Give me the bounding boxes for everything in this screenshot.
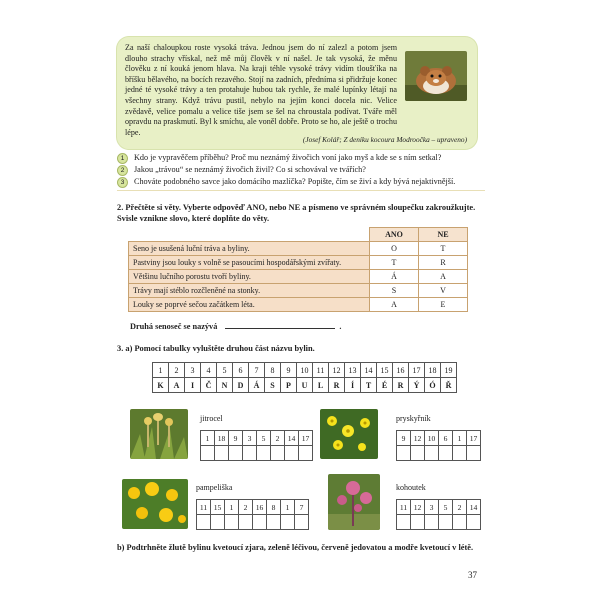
- yes-no-table: [128, 227, 468, 312]
- cipher-number: 19: [441, 363, 457, 378]
- answer-row: [397, 446, 481, 461]
- cipher-number: 18: [425, 363, 441, 378]
- task3b-instructions: b) Podtrhněte žlutě bylinu kvetoucí zjara, zeleně léčivou, červeně jedovatou a modře kvetoucí v létě.: [117, 543, 474, 552]
- cipher-letter: K: [153, 378, 169, 393]
- question-text: Chováte podobného savce jako domácího mazlíčka? Popište, čím se živí a kdy bývá nejaktivnější.: [134, 177, 456, 186]
- code-cell: 8: [267, 500, 281, 515]
- col-no-header: NE: [419, 228, 468, 242]
- question-2: [117, 164, 366, 176]
- code-row: [397, 500, 481, 515]
- statement: Trávy mají stéblo rozčleněné na stonky.: [129, 284, 370, 298]
- answer-cell[interactable]: [295, 515, 309, 530]
- code-cell: 14: [285, 431, 299, 446]
- cipher-letter: R: [329, 378, 345, 393]
- table-row: [129, 284, 468, 298]
- no-letter[interactable]: T: [419, 242, 468, 256]
- cipher-letter: I: [185, 378, 201, 393]
- plant-name: kohoutek: [396, 483, 426, 492]
- cipher-letter: Č: [201, 378, 217, 393]
- answer-cell[interactable]: [397, 515, 411, 530]
- code-cell: 2: [453, 500, 467, 515]
- cipher-letters-row: [153, 378, 457, 393]
- code-cell: 6: [439, 431, 453, 446]
- answer-cell[interactable]: [411, 515, 425, 530]
- cipher-letter: T: [361, 378, 377, 393]
- code-cell: 18: [215, 431, 229, 446]
- answer-cell[interactable]: [467, 446, 481, 461]
- cipher-letter: D: [233, 378, 249, 393]
- pryskyrnik-photo: [320, 409, 378, 459]
- task2-instructions: 2. Přečtěte si věty. Vyberte odpověď ANO, nebo NE a písmeno ve správném sloupečku zakroužkujte. Svisle vznikne slovo, které doplňte do věty.: [117, 203, 476, 223]
- cipher-number: 17: [409, 363, 425, 378]
- cipher-letter: S: [265, 378, 281, 393]
- question-1: [117, 152, 441, 164]
- no-letter[interactable]: R: [419, 256, 468, 270]
- fill-end: .: [339, 322, 342, 331]
- answer-cell[interactable]: [267, 515, 281, 530]
- cipher-letter: R: [393, 378, 409, 393]
- question-text: Jakou „trávou“ se neznámý živočich živil? Co si schovával ve tvářích?: [134, 165, 366, 174]
- answer-row: [197, 515, 309, 530]
- code-cell: 14: [467, 500, 481, 515]
- code-cell: 17: [467, 431, 481, 446]
- story-box: [117, 37, 477, 149]
- answer-cell[interactable]: [201, 446, 215, 461]
- cipher-number: 8: [265, 363, 281, 378]
- code-cell: 9: [397, 431, 411, 446]
- story-source: (Josef Kolář; Z deníku kocoura Modroočka – upraveno): [302, 135, 467, 144]
- cipher-numbers-row: [153, 363, 457, 378]
- statement: Seno je usušená luční tráva a byliny.: [129, 242, 370, 256]
- plant-code-table: [196, 499, 309, 530]
- code-cell: 12: [411, 431, 425, 446]
- code-row: [201, 431, 313, 446]
- question-number: 1: [117, 153, 128, 164]
- cipher-number: 5: [217, 363, 233, 378]
- col-yes-header: ANO: [370, 228, 419, 242]
- yes-letter[interactable]: A: [370, 298, 419, 312]
- code-cell: 9: [229, 431, 243, 446]
- code-cell: 16: [253, 500, 267, 515]
- cipher-number: 9: [281, 363, 297, 378]
- answer-cell[interactable]: [439, 446, 453, 461]
- question-3: [117, 176, 455, 188]
- code-cell: 17: [299, 431, 313, 446]
- code-cell: 1: [225, 500, 239, 515]
- fill-in-sentence: [130, 320, 341, 331]
- cipher-number: 10: [297, 363, 313, 378]
- answer-row: [397, 515, 481, 530]
- cipher-letter: N: [217, 378, 233, 393]
- fill-label: Druhá senoseč se nazývá: [130, 322, 218, 331]
- cipher-letter: Ó: [425, 378, 441, 393]
- table-row: [129, 298, 468, 312]
- plant-code-table: [396, 430, 481, 461]
- cipher-letter: É: [377, 378, 393, 393]
- yes-letter[interactable]: O: [370, 242, 419, 256]
- cipher-number: 12: [329, 363, 345, 378]
- code-cell: 2: [271, 431, 285, 446]
- table-row: [129, 256, 468, 270]
- jitrocel-photo: [130, 409, 188, 459]
- hamster-photo: [405, 51, 467, 101]
- kohoutek-photo: [328, 474, 380, 530]
- answer-cell[interactable]: [453, 515, 467, 530]
- code-cell: 12: [411, 500, 425, 515]
- plant-name: jitrocel: [200, 414, 223, 423]
- code-cell: 11: [197, 500, 211, 515]
- code-cell: 3: [425, 500, 439, 515]
- cipher-number: 1: [153, 363, 169, 378]
- cipher-letter: U: [297, 378, 313, 393]
- cipher-letter: Á: [249, 378, 265, 393]
- plant-code-table: [200, 430, 313, 461]
- cipher-letter: Ý: [409, 378, 425, 393]
- answer-cell[interactable]: [439, 515, 453, 530]
- answer-cell[interactable]: [229, 446, 243, 461]
- plant-name: pryskyřník: [396, 414, 431, 423]
- code-row: [397, 431, 481, 446]
- code-cell: 11: [397, 500, 411, 515]
- cipher-letter: L: [313, 378, 329, 393]
- question-number: 2: [117, 165, 128, 176]
- statement: Pastviny jsou louky s volně se pasoucími hospodářskými zvířaty.: [129, 256, 370, 270]
- question-number: 3: [117, 177, 128, 188]
- plant-name: pampeliška: [196, 483, 233, 492]
- cipher-number: 13: [345, 363, 361, 378]
- code-row: [197, 500, 309, 515]
- answer-cell[interactable]: [281, 515, 295, 530]
- cipher-letter: Í: [345, 378, 361, 393]
- code-cell: 10: [425, 431, 439, 446]
- yes-letter[interactable]: S: [370, 284, 419, 298]
- answer-cell[interactable]: [243, 446, 257, 461]
- code-cell: 7: [295, 500, 309, 515]
- code-cell: 5: [257, 431, 271, 446]
- code-cell: 1: [201, 431, 215, 446]
- code-cell: 1: [453, 431, 467, 446]
- plant-code-table: [396, 499, 481, 530]
- answer-cell[interactable]: [425, 515, 439, 530]
- cipher-number: 14: [361, 363, 377, 378]
- answer-cell[interactable]: [285, 446, 299, 461]
- section-divider: [117, 190, 485, 191]
- cipher-number: 6: [233, 363, 249, 378]
- code-cell: 1: [281, 500, 295, 515]
- answer-cell[interactable]: [299, 446, 313, 461]
- cipher-number: 16: [393, 363, 409, 378]
- task3-title: 3. a) Pomocí tabulky vyluštěte druhou část názvu bylin.: [117, 344, 315, 353]
- code-cell: 3: [243, 431, 257, 446]
- cipher-letter: A: [169, 378, 185, 393]
- cipher-letter: P: [281, 378, 297, 393]
- cipher-number: 15: [377, 363, 393, 378]
- code-cell: 15: [211, 500, 225, 515]
- statement: Většinu lučního porostu tvoří byliny.: [129, 270, 370, 284]
- answer-cell[interactable]: [197, 515, 211, 530]
- answer-cell[interactable]: [425, 446, 439, 461]
- cipher-letter: Ř: [441, 378, 457, 393]
- cipher-number: 2: [169, 363, 185, 378]
- answer-cell[interactable]: [397, 446, 411, 461]
- answer-row: [201, 446, 313, 461]
- cipher-number: 11: [313, 363, 329, 378]
- answer-cell[interactable]: [271, 446, 285, 461]
- answer-cell[interactable]: [257, 446, 271, 461]
- statement: Louky se poprvé sečou začátkem léta.: [129, 298, 370, 312]
- yes-letter[interactable]: T: [370, 256, 419, 270]
- table-row: [129, 270, 468, 284]
- table-row: [129, 242, 468, 256]
- cipher-table: [152, 362, 457, 393]
- code-cell: 5: [439, 500, 453, 515]
- page-number: 37: [468, 570, 477, 580]
- pampeliska-photo: [122, 479, 188, 529]
- answer-cell[interactable]: [239, 515, 253, 530]
- answer-cell[interactable]: [225, 515, 239, 530]
- no-letter[interactable]: E: [419, 298, 468, 312]
- story-text: Za naší chaloupkou roste vysoká tráva. Jednou jsem do ní zalezl a potom jsem dlouho strachy vřískal, než mě můj člověk v ní našel. Je tak vysoká, že měnu člověku z ní kouká jenom hlava. Na kraji téhle vysoké trávy vidím tloušťíka na bříšku bělavého, na bocích rezavého. Stojí na zadních, předníma si přidržuje konec jedné té vysoké trávy a ten protahuje hubou tak rychle, že malé lupínky létají na všechny strany. Když trávu pustil, nebylo na jejím konci docela nic. Velice zvědavě, velice pomalu a velice tiše jsem se šel na chroustala podívat. Tváře měl opravdu na praskmutí. Byl k smíchu, ale voněl dobře. Proto se ho, ale ještě o trochu lépe.: [125, 43, 397, 137]
- code-cell: 2: [239, 500, 253, 515]
- answer-cell[interactable]: [253, 515, 267, 530]
- no-letter[interactable]: V: [419, 284, 468, 298]
- answer-line[interactable]: [225, 320, 335, 329]
- answer-cell[interactable]: [453, 446, 467, 461]
- no-letter[interactable]: A: [419, 270, 468, 284]
- answer-cell[interactable]: [211, 515, 225, 530]
- yes-letter[interactable]: Á: [370, 270, 419, 284]
- cipher-number: 3: [185, 363, 201, 378]
- answer-cell[interactable]: [411, 446, 425, 461]
- cipher-number: 7: [249, 363, 265, 378]
- answer-cell[interactable]: [215, 446, 229, 461]
- question-text: Kdo je vypravěčem příběhu? Proč mu neznámý živočich voní jako myš a kde se s ním setkal?: [134, 153, 442, 162]
- answer-cell[interactable]: [467, 515, 481, 530]
- cipher-number: 4: [201, 363, 217, 378]
